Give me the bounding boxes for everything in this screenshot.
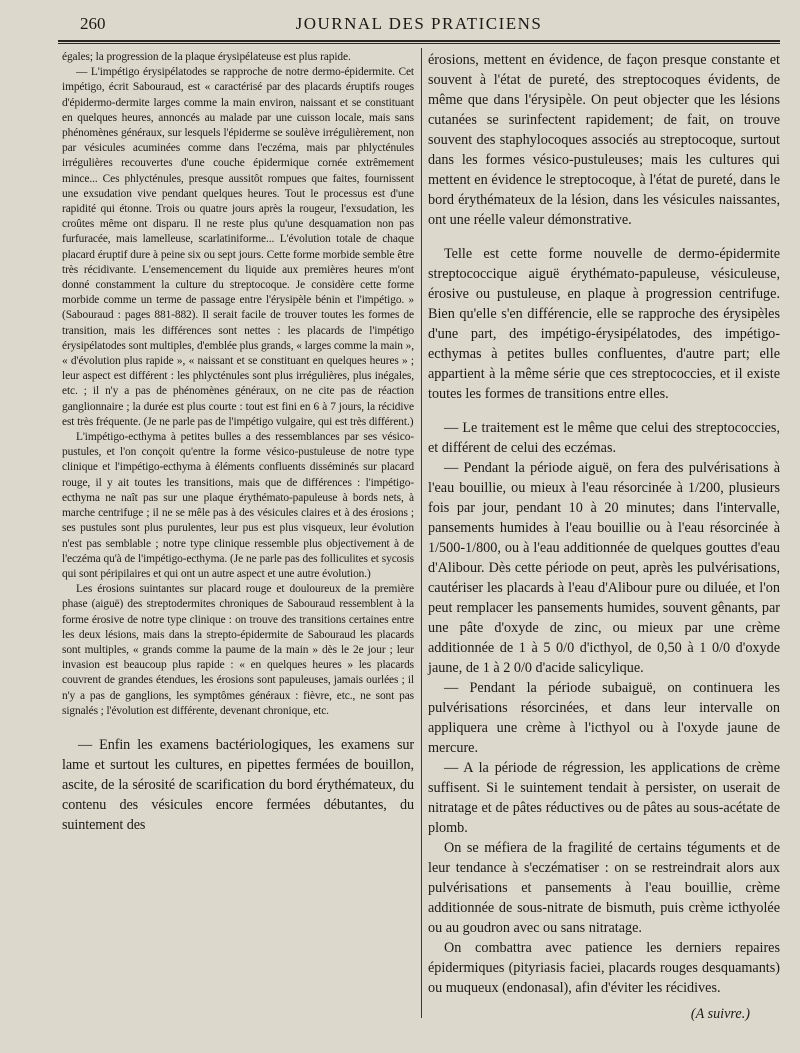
journal-title: JOURNAL DES PRATICIENS [295,14,543,33]
right-column [428,50,780,1024]
paragraph: — A la période de régression, les applications de crème suffisent. Si le suintement tendait à persister, on userait de nitratage et de pâtes réductives ou de pâtes au sous-acétate de plomb. [428,760,780,836]
paragraph: L'impétigo-ecthyma à petites bulles a des ressemblances par ses vésico-pustules, et l'on conçoit qu'entre la forme vésico-pustuleuse de notre type clinique et l'impétigo-ecthyma à éléments confluents disséminés sur placard rouge, il y ait toutes les transitions, mais que de différences : l'impétigo-ecthyma ne naît pas sur une plaque érythémato-papuleuse à bords nets, à marche centrifuge ; il ne se mêle pas à des vésicules claires et à des érosions ; ses pustules sont plus purulentes, leur pus est plus visqueux, leur évolution n'est pas semblable ; notre type clinique ressemble plus objectivement à de l'eczéma qu'à de l'impétigo-ecthyma. (Je ne parle pas des folliculites et sycosis qui sont péripilaires et qui ont un autre aspect et une autre évolution.) [62,431,414,580]
paragraph: — L'impétigo érysipélatodes se rapproche de notre dermo-épidermite. Cet impétigo, écrit Sabouraud, est « caractérisé par des placards éruptifs rouges d'épidermo-dermite larges comme la main environ, naissant et se constituant en quelques heures, annoncés au malade par une cuisson locale, mais sans phénomènes généraux, sur lesquels l'épiderme se soulève irrégulièrement, non par vésicules acuminées comme dans l'eczéma, mais par phlycténules irrégulières recouvertes d'une couche épidermique cornée extrêmement mince... Ces phlycténules, presque aussitôt rompues que faites, fournissent une exsudation vive pendant quelques heures. Tout le processus est d'une rapidité qui étonne. Trois ou quatre jours après la rougeur, l'exsudation, les croûtes même ont disparu. Il ne reste plus qu'une desquamation non pas furfuracée, mais lamelleuse, scarlatiniforme... L'évolution totale de chaque placard éruptif dure à peine six ou sept jours. Cette forme morbide semble être très récidivante. L'ensemencement du liquide aux premières heures m'ont donné constamment la culture du streptocoque. Je considère cette forme morbide comme un terme de passage entre l'érysipèle bénin et l'impétigo. » (Sabouraud : pages 881-882). Il serait facile de trouver toutes les formes de transition, mais les différences sont nettes : les placards de l'impétigo érysipélatodes sont multiples, d'emblée plus grands, « larges comme la main », « d'évolution plus rapide », « naissant et se constituant en quelques heures » ; leur aspect est différent : les phlycténules sont plus irrégulières, plus inégales, etc. ; il n'y a pas de phénomènes généraux, on ne cite pas de réaction ganglionnaire ; la durée est plus courte : tout est fini en 6 à 7 jours, la récidive est très fréquente. (Je ne parle pas de l'impétigo vulgaire, qui est très différent.) [62,66,414,428]
paragraph: égales; la progression de la plaque érysipélateuse est plus rapide. [62,51,351,63]
paragraph: Telle est cette forme nouvelle de dermo-épidermite streptococcique aiguë érythémato-papuleuse, vésiculeuse, érosive ou pustuleuse, en plaque à progression centrifuge. Bien qu'elle s'en différencie, elle se rapproche des érysipèles d'une part, des impétigo-érysipélatodes, des impétigo-ecthymas à petites bulles confluentes, d'autre part; elle appartient à la même série que ces streptococcies, et il existe toutes les formes de transitions entre elles. [428,246,780,402]
to-be-continued: (A suivre.) [690,1006,750,1022]
paragraph: — Pendant la période subaiguë, on continuera les pulvérisations résorcinées, et dans leur intervalle on appliquera une crème à l'icthyol ou à l'oxyde jaune de mercure. [428,680,780,756]
paragraph: On combattra avec patience les derniers repaires épidermiques (pityriasis faciei, placards rouges desquamants) ou muqueux (endonasal), afin d'éviter les récidives. [428,940,780,996]
paragraph: — Enfin les examens bactériologiques, les examens sur lame et surtout les cultures, en pipettes fermées de bouillon, ascite, de la sérosité de scarification du bord érythémateux, du contenu des vésicules encore fermées débutantes, du suintement des [62,736,414,833]
paragraph: érosions, mettent en évidence, de façon presque constante et souvent à l'état de pureté, des streptocoques évidents, de même que dans l'érysipèle. On peut objecter que les lésions cutanées se surinfectent rapidement; de fait, on trouve souvent des staphylocoques associés au streptocoque, surtout dans les formes vésico-pustuleuses; mais les cultures qui mettent en évidence le streptocoque, à l'état de pureté, dans le bord érythémateux de la lésion, dans les vésicules naissantes, ont une réelle valeur démonstrative. [428,52,780,228]
paragraph: Les érosions suintantes sur placard rouge et douloureux de la première phase (aiguë) des streptodermites chroniques de Sabouraud ressemblent à la forme érosive de notre type clinique : on trouve des transitions certaines entre les deux lésions, mais dans la strepto-épidermite de Sabouraud les placards sont multiples, « grands comme la paume de la main » dès le 2e jour ; leur invasion est beaucoup plus rapide : « en quelques heures » les placards couvrent de grandes étendues, les érosions sont papuleuses, jamais ourlées ; il n'y a pas de ganglions, les symptômes généraux : fièvre, etc., ne sont pas signalés ; l'évolution est différente, devenant chronique, etc. [62,583,414,717]
page-header [58,10,780,36]
left-column [62,50,414,835]
header-rule [58,40,780,42]
paragraph: On se méfiera de la fragilité de certains téguments et de leur tendance à s'eczématiser : on se restreindrait alors aux pulvérisations et pansements à l'eau bouillie, crème additionnée de sous-nitrate de bismuth, puis crème icthyolée ou au goudron avec ou sans nitratage. [428,840,780,936]
paragraph: — Le traitement est le même que celui des streptococcies, et différent de celui des eczémas. [428,420,780,456]
column-divider [421,48,422,1018]
paragraph: — Pendant la période aiguë, on fera des pulvérisations à l'eau bouillie, ou mieux à l'eau résorcinée à 1/200, plusieurs fois par jour, pendant 10 à 20 minutes; dans l'intervalle, pansements humides à l'eau bouillie ou à l'eau résorcinée à 1/500-1/800, ou à l'eau additionnée de quelques gouttes d'eau d'Alibour. Dès cette période on peut, après les pulvérisations, cautériser les placards à l'eau d'Alibour pure ou diluée, et l'on peut remplacer les pansements humides, souvent gênants, par une pâte d'oxyde de zinc, ou mieux par une crème additionnée de 1 à 5 0/0 d'icthyol, de 0,50 à 1 0/0 d'oxyde jaune, de 1 à 2 0/0 d'acide salicylique. [428,460,780,676]
header-rule-thin [58,43,780,44]
page-number: 260 [80,14,106,33]
